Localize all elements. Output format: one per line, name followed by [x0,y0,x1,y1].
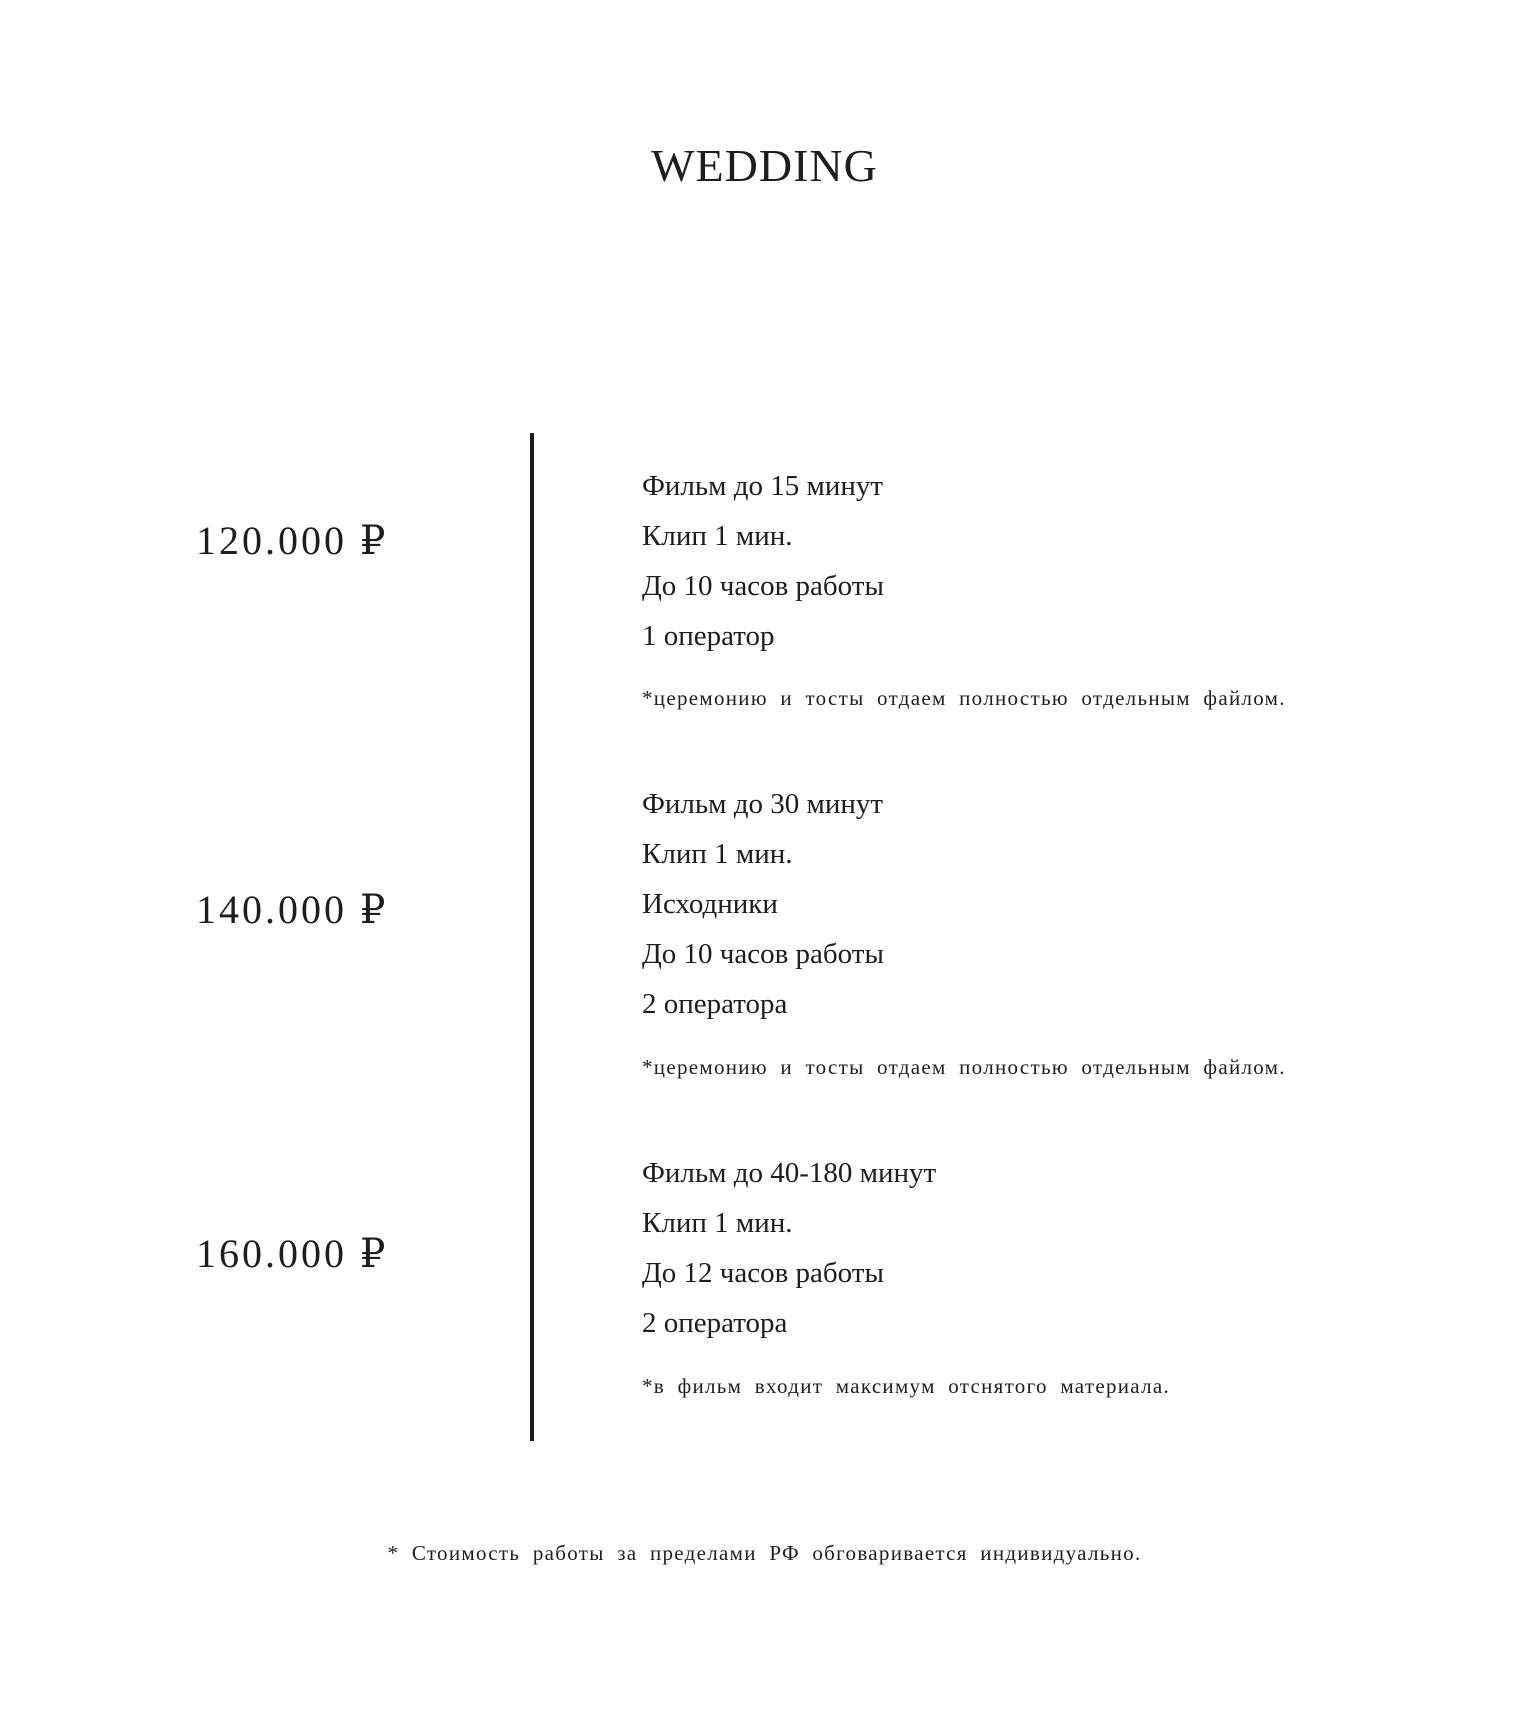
package-1-feature: Клип 1 мин. [642,520,793,552]
page-title: WEDDING [651,140,878,191]
package-2-feature: Исходники [642,888,778,920]
package-3-feature: Фильм до 40-180 минут [642,1157,937,1189]
package-3-note: *в фильм входит максимум отснятого материала. [642,1374,1171,1398]
package-2-note: *церемонию и тосты отдаем полностью отдельным файлом. [642,1055,1286,1079]
footnote: * Стоимость работы за пределами РФ обговаривается индивидуально. [387,1541,1142,1565]
package-2-price: 140.000 ₽ [196,887,389,932]
package-3-feature: До 12 часов работы [642,1257,884,1289]
package-2-feature: До 10 часов работы [642,938,884,970]
package-1-feature: 1 оператор [642,620,775,652]
vertical-divider [530,433,534,1441]
package-1-feature: Фильм до 15 минут [642,470,884,502]
package-2-feature: Клип 1 мин. [642,838,793,870]
package-2-feature: Фильм до 30 минут [642,788,884,820]
package-3-price: 160.000 ₽ [196,1231,389,1276]
package-1-price: 120.000 ₽ [196,518,389,563]
package-1-note: *церемонию и тосты отдаем полностью отдельным файлом. [642,686,1286,710]
package-2-feature: 2 оператора [642,988,788,1020]
package-1-feature: До 10 часов работы [642,570,884,602]
package-3-feature: Клип 1 мин. [642,1207,793,1239]
package-3-feature: 2 оператора [642,1307,788,1339]
